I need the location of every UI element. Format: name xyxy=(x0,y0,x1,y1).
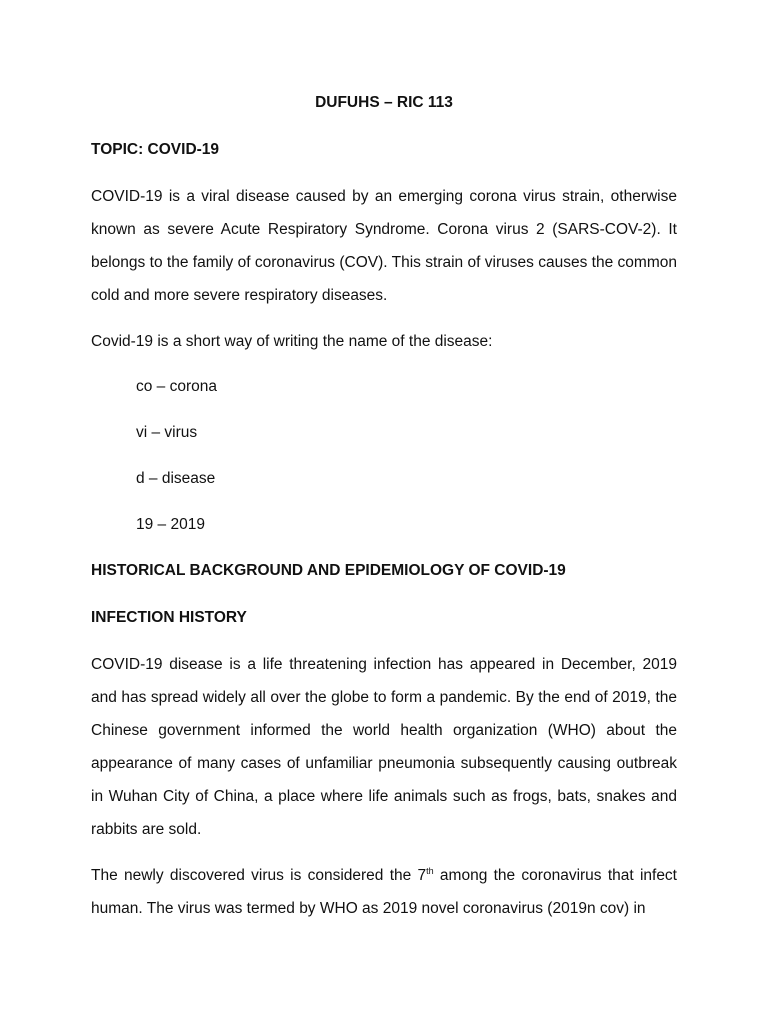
discovery-text-part1: The newly discovered virus is considered the 7 xyxy=(91,867,427,884)
acronym-item-vi: vi – virus xyxy=(136,424,198,441)
section-heading: HISTORICAL BACKGROUND AND EPIDEMIOLOGY OF COVID-19 xyxy=(91,562,566,579)
intro-paragraph: COVID-19 is a viral disease caused by an emerging corona virus strain, otherwise known as severe Acute Respiratory Syndrome. Corona virus 2 (SARS-COV-2). It belongs to the family of coronavirus (COV). This strain of viruses causes the common cold and more severe respiratory diseases. xyxy=(91,188,677,304)
document-title: DUFUHS – RIC 113 xyxy=(315,94,453,111)
discovery-text-part2: among the coronavirus that infect human. The virus was termed by WHO as 2019 novel coronavirus (2019n cov) in xyxy=(91,867,677,917)
acronym-item-co: co – corona xyxy=(136,378,217,395)
ordinal-superscript: th xyxy=(426,865,434,876)
short-way-line: Covid-19 is a short way of writing the name of the disease: xyxy=(91,333,493,350)
history-paragraph: COVID-19 disease is a life threatening infection has appeared in December, 2019 and has spread widely all over the globe to form a pandemic. By the end of 2019, the Chinese government informed the world health organization (WHO) about the appearance of many cases of unfamiliar pneumonia subsequently causing outbreak in Wuhan City of China, a place where life animals such as frogs, bats, snakes and rabbits are sold. xyxy=(91,656,677,838)
topic-heading: TOPIC: COVID-19 xyxy=(91,141,220,158)
acronym-item-19: 19 – 2019 xyxy=(136,516,205,533)
discovery-paragraph xyxy=(91,859,677,925)
subsection-heading: INFECTION HISTORY xyxy=(91,609,247,626)
acronym-item-d: d – disease xyxy=(136,470,216,487)
